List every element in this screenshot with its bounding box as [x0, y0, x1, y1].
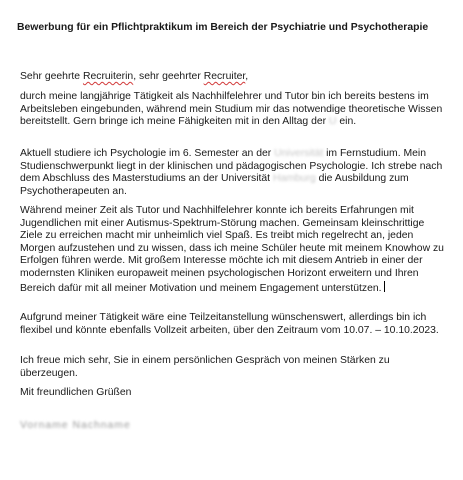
paragraph-intro-text: durch meine langjährige Tätigkeit als Nachhilfelehrer und Tutor bin ich bereits bestens im Arbeitsleben eingebunden, während mein Studium mir das notwendige theoretische Wissen bereitstellt. Gern bringe ich meine Fähigkeiten mit in den Alltag der	[20, 91, 443, 128]
salutation-comma: ,	[245, 71, 249, 82]
text-cursor	[384, 281, 385, 292]
paragraph-studies	[20, 148, 448, 198]
paragraph-experience-text: Während meiner Zeit als Tutor und Nachhilfelehrer konnte ich bereits Erfahrungen mit Jugendlichen mit einer Autismus-Spektrum-Störung machen. Gemeinsam kleinschrittige Ziele zu erreichen macht mir unheimlich viel Spaß. Es treibt mich regelrecht an, jeden Morgen aufzustehen und zu wissen, dass ich meine Schüler heute mit meinem Knowhow zu Erfolgen führen werde. Mit großem Interesse möchte ich mit diesem Antrieb in einer der modernsten Kliniken europaweit meinen psychologischen Horizont erweitern und Ihren Bereich dafür mit all meiner Motivation und meinem Engagement unterstützen.	[20, 205, 444, 294]
misspelled-word-recruiterin[interactable]: Recruiterin	[82, 71, 134, 82]
redacted-text: U	[329, 116, 337, 128]
paragraph-intro-end: ein.	[336, 116, 357, 128]
paragraph-experience	[20, 205, 448, 295]
paragraph-studies-text: Aktuell studiere ich Psychologie im 6. Semester an der	[20, 148, 275, 159]
paragraph-intro	[20, 91, 448, 129]
document-title: Bewerbung für ein Pflichtpraktikum im Bereich der Psychiatrie und Psychotherapie	[17, 22, 429, 33]
paragraph-studies-end: die Ausbildung zum Psychotherapeuten an.	[20, 173, 409, 197]
salutation	[20, 71, 448, 84]
paragraph-availability: Aufgrund meiner Tätigkeit wäre eine Teilzeitanstellung wünschenswert, allerdings bin ich flexibel und könnte ebenfalls Vollzeit arbeiten, über den Zeitraum vom 10.07. – 10.10.2023.	[20, 312, 439, 336]
paragraph-studies-middle: im Fernstudium. Mein Studienschwerpunkt liegt in der klinischen und pädagogischen Psychologie. Ich strebe nach dem Abschluss des Masterstudiums an der Universität	[20, 148, 443, 185]
closing-phrase: Mit freundlichen Grüßen	[20, 387, 132, 398]
salutation-middle: , sehr geehrter	[133, 71, 204, 82]
misspelled-word-recruiter[interactable]: Recruiter	[203, 71, 246, 82]
paragraph-interview: Ich freue mich sehr, Sie in einem persönlichen Gespräch von meinen Stärken zu überzeugen.	[20, 355, 390, 379]
redacted-university-2: Hamburg	[272, 173, 316, 185]
redacted-university: Universität	[274, 148, 324, 159]
salutation-lead: Sehr geehrte	[20, 71, 83, 82]
signature-redacted: Vorname Nachname	[20, 420, 131, 431]
